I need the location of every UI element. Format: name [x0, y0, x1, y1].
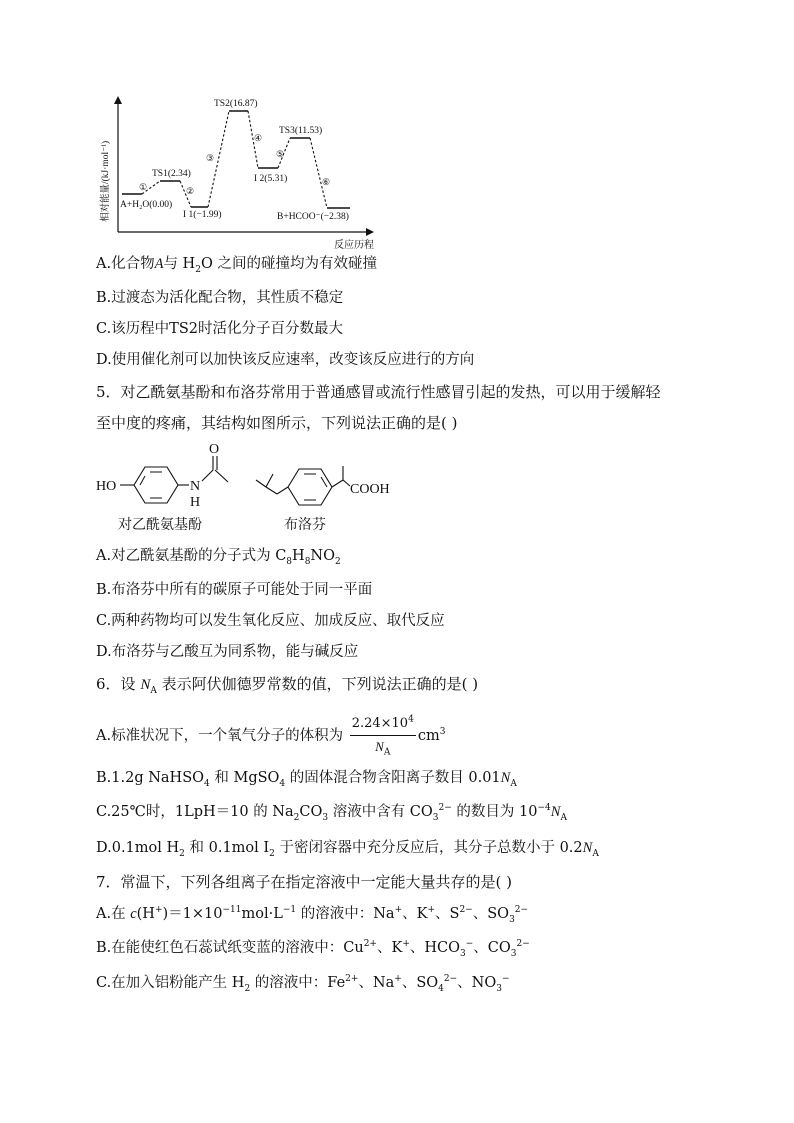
label-start: A+H₂O(0.00) [120, 200, 173, 210]
q5-option-b: B.布洛芬中所有的碳原子可能处于同一平面 [96, 582, 373, 598]
step-1: ① [139, 182, 148, 192]
struct2-cooh: COOH [350, 482, 390, 497]
struct1-n: N [190, 479, 201, 494]
label-i2: I 2(5.31) [254, 174, 288, 184]
label-end: B+HCOO⁻(−2.38) [277, 212, 349, 222]
q6-option-a: A.标准状况下，一个氧气分子的体积为 $\frac{2.24\times 10^4}{N_A}$ $cm^3$ [96, 714, 446, 758]
label-i1: I 1(−1.99) [183, 210, 222, 220]
x-axis-label: 反应历程 [334, 240, 374, 250]
q7-option-a: A.在 $c(H^+)=1\times 10^{-11}mol\cdot L^{-1}$ 的溶液中：Na+、K+、$S^{2-}$、$SO_3^{2-}$ [96, 905, 529, 925]
struct1-o: O [209, 442, 220, 457]
step-4: ④ [254, 133, 263, 143]
struct1-ho: HO [96, 479, 117, 494]
volume-fraction: $\frac{2.24\times 10^4}{N_A}$ [351, 714, 414, 758]
step-2: ② [186, 186, 195, 196]
q6-option-c: C.25℃时，1LpH＝10 的 $Na_2CO_3$ 溶液中含有 $CO_3^{2-}$ 的数目为 $10^{-4}N_A$ [96, 803, 567, 823]
q5-option-a: A.对乙酰氨基酚的分子式为 $C_8H_8NO_2$ [96, 548, 341, 567]
q4-option-b: B.过渡态为活化配合物，其性质不稳定 [96, 290, 344, 306]
y-axis-arrow [114, 96, 122, 104]
q6-option-b: B.1.2g NaHSO$_4$ 和 MgSO$_4$ 的固体混合物含阳离子数目 $0.01N_A$ [96, 770, 517, 789]
q4-option-d: D.使用催化剂可以加快该反应速率，改变该反应进行的方向 [96, 352, 475, 368]
q7-option-c: C.在加入铝粉能产生 $H_2$ 的溶液中：$Fe^{2+}$、Na+、$SO_4^{2-}$、$NO_3^-$ [96, 974, 510, 994]
q4-option-a: A.化合物A与 $H_2O$ 之间的碰撞均为有效碰撞 [96, 256, 377, 275]
label-ts1: TS1(2.34) [152, 169, 191, 179]
q5-option-c: C.两种药物均可以发生氧化反应、加成反应、取代反应 [96, 613, 445, 629]
q7-stem: 7．常温下，下列各组离子在指定溶液中一定能大量共存的是( ) [96, 873, 513, 891]
q6-stem: 6．设 $N_A$ 表示阿伏伽德罗常数的值，下列说法正确的是( ) [96, 675, 479, 696]
q5-stem-line1: 5．对乙酰氨基酚和布洛芬常用于普通感冒或流行性感冒引起的发热，可以用于缓解轻 [96, 383, 661, 401]
q4-option-c: C.该历程中TS2时活化分子百分数最大 [96, 321, 344, 337]
q5-option-d: D.布洛芬与乙酸互为同系物，能与碱反应 [96, 644, 359, 660]
y-axis-label: 相对能量/(kJ·mol⁻¹) [101, 140, 111, 222]
step-3: ③ [206, 153, 215, 163]
struct2-name: 布洛芬 [284, 517, 326, 533]
struct1-h: H [190, 495, 201, 510]
q5-stem-line2: 至中度的疼痛，其结构如图所示，下列说法正确的是( ) [96, 414, 458, 432]
label-ts2: TS2(16.87) [214, 99, 258, 109]
q6-option-d: D.0.1mol $H_2$ 和 0.1mol $I_2$ 于密闭容器中充分反应后，其分子总数小于 $0.2N_A$ [96, 840, 599, 859]
step-6: ⑥ [322, 177, 331, 187]
step-5: ⑤ [276, 149, 285, 159]
label-ts3: TS3(11.53) [279, 126, 323, 136]
q7-option-b: B.在能使红色石蕊试纸变蓝的溶液中：$Cu^{2+}$、K+、$HCO_3^-$、$CO_3^{2-}$ [96, 939, 530, 959]
x-axis-arrow [366, 228, 374, 236]
structures-figure [0, 436, 794, 536]
struct1-name: 对乙酰氨基酚 [118, 517, 202, 533]
energy-profile-diagram [0, 0, 794, 250]
